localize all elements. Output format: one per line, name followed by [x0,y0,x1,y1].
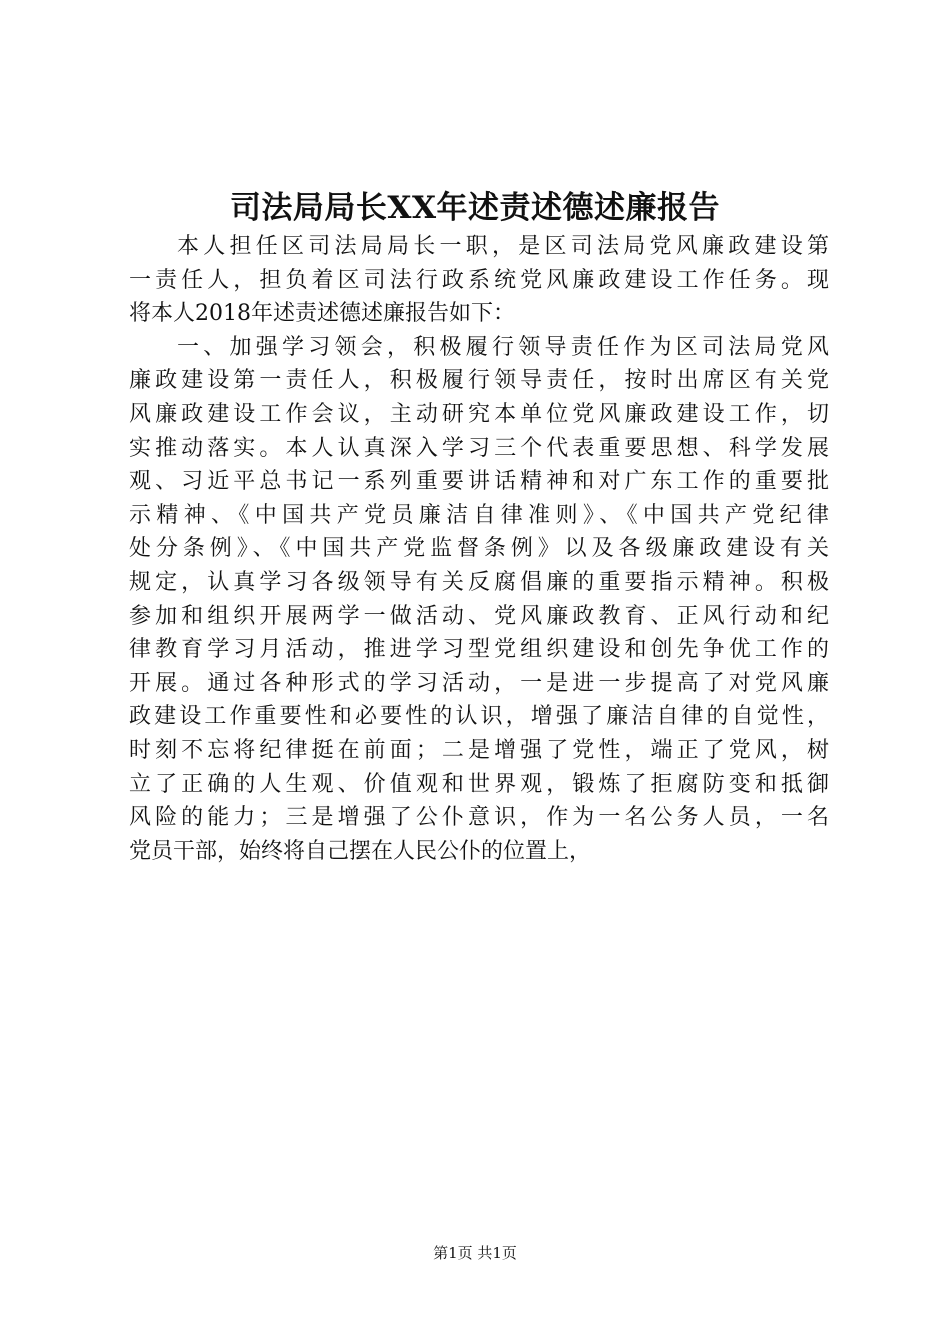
body-line: 观、习近平总书记一系列重要讲话精神和对广东工作的重要批 [129,469,829,495]
body-line: 将本人2018年述责述德述廉报告如下： [129,301,515,327]
body-line: 规定，认真学习各级领导有关反腐倡廉的重要指示精神。积极 [129,569,829,595]
body-line: 参加和组织开展两学一做活动、党风廉政教育、正风行动和纪 [129,603,829,629]
page-number: 第1页 共1页 [433,1244,517,1262]
body-line: 一责任人，担负着区司法行政系统党风廉政建设工作任务。现 [129,267,829,293]
body-line: 风险的能力；三是增强了公仆意识，作为一名公务人员，一名 [129,805,829,831]
body-line: 党员干部，始终将自己摆在人民公仆的位置上， [129,838,592,864]
body-line: 示精神、《中国共产党员廉洁自律准则》、《中国共产党纪律 [129,502,829,528]
body-line: 开展。通过各种形式的学习活动，一是进一步提高了对党风廉 [129,670,829,696]
body-line: 时刻不忘将纪律挺在前面；二是增强了党性，端正了党风，树 [129,737,829,763]
body-line: 政建设工作重要性和必要性的认识，增强了廉洁自律的自觉性， [129,704,829,730]
body-line: 廉政建设第一责任人，积极履行领导责任，按时出席区有关党 [129,368,829,394]
body-line: 一、加强学习领会，积极履行领导责任作为区司法局党风 [177,334,829,360]
body-line: 实推动落实。本人认真深入学习三个代表重要思想、科学发展 [129,435,829,461]
body-line: 律教育学习月活动，推进学习型党组织建设和创先争优工作的 [129,637,829,663]
document-title: 司法局局长XX年述责述德述廉报告 [229,190,721,226]
body-line: 风廉政建设工作会议，主动研究本单位党风廉政建设工作，切 [129,401,829,427]
document-body [129,230,829,868]
body-line: 立了正确的人生观、价值观和世界观，锻炼了拒腐防变和抵御 [129,771,829,797]
body-line: 处分条例》、《中国共产党监督条例》以及各级廉政建设有关 [129,536,829,562]
body-line: 本人担任区司法局局长一职，是区司法局党风廉政建设第 [177,234,829,259]
